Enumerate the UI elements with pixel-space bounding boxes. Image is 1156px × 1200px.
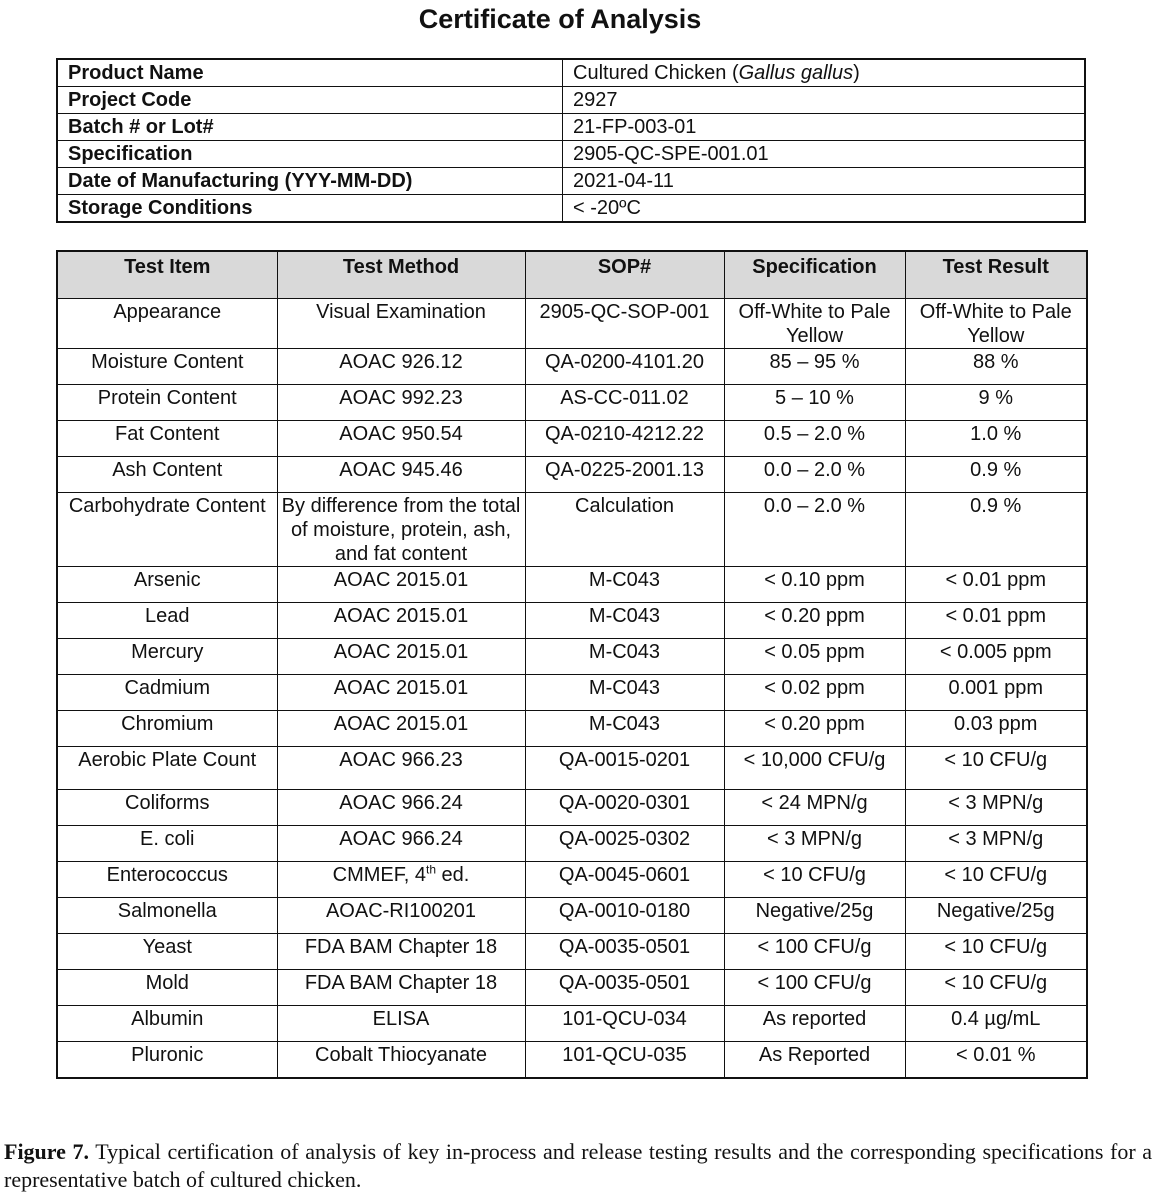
cell-test-item: Ash Content [57,457,277,493]
table-row [57,1006,1087,1042]
info-label: Batch # or Lot# [57,114,563,141]
cell-specification: < 0.02 ppm [724,675,905,711]
table-row [57,790,1087,826]
cell-test-item: Chromium [57,711,277,747]
cell-test-result: 1.0 % [905,421,1087,457]
header-specification: Specification [724,251,905,299]
cell-sop: 2905-QC-SOP-001 [525,299,724,349]
info-label: Specification [57,141,563,168]
cell-specification: 5 – 10 % [724,385,905,421]
info-value-suffix: ) [853,62,860,84]
info-label: Project Code [57,87,563,114]
cell-test-item: Pluronic [57,1042,277,1079]
cell-sop: M-C043 [525,639,724,675]
cell-test-result: 0.9 % [905,493,1087,567]
cell-specification: < 10,000 CFU/g [724,747,905,790]
method-suffix: ed. [436,864,470,886]
cell-test-method: AOAC 2015.01 [277,603,525,639]
table-row [57,457,1087,493]
cell-test-result: < 0.01 % [905,1042,1087,1079]
cell-specification: < 24 MPN/g [724,790,905,826]
cell-test-method: AOAC 2015.01 [277,711,525,747]
info-row [57,114,1085,141]
cell-test-item: Salmonella [57,898,277,934]
cell-sop: QA-0010-0180 [525,898,724,934]
info-value-species: Gallus gallus [738,62,854,84]
cell-specification: Negative/25g [724,898,905,934]
cell-test-method: Visual Examination [277,299,525,349]
cell-specification: < 0.20 ppm [724,603,905,639]
cell-specification: < 0.10 ppm [724,567,905,603]
cell-sop: QA-0200-4101.20 [525,349,724,385]
table-row [57,826,1087,862]
cell-specification: As reported [724,1006,905,1042]
cell-test-method: AOAC-RI100201 [277,898,525,934]
test-results-table [56,250,1088,1079]
product-info-table [56,58,1086,223]
table-row [57,421,1087,457]
cell-test-method: AOAC 950.54 [277,421,525,457]
cell-test-method [277,862,525,898]
caption-text: Typical certification of analysis of key in-process and release testing results and the corresponding specifications for a representative batch of cultured chicken. [4,1139,1152,1192]
cell-test-result: Negative/25g [905,898,1087,934]
cell-specification: 85 – 95 % [724,349,905,385]
cell-specification: 0.0 – 2.0 % [724,493,905,567]
figure-caption [4,1138,1152,1194]
cell-sop: Calculation [525,493,724,567]
table-header-row [57,251,1087,299]
cell-test-method: AOAC 2015.01 [277,567,525,603]
cell-test-method: AOAC 926.12 [277,349,525,385]
cell-sop: QA-0035-0501 [525,970,724,1006]
cell-sop: QA-0035-0501 [525,934,724,970]
header-sop: SOP# [525,251,724,299]
info-row [57,141,1085,168]
cell-test-result: 0.001 ppm [905,675,1087,711]
cell-test-result: < 10 CFU/g [905,934,1087,970]
cell-sop: M-C043 [525,675,724,711]
table-row [57,493,1087,567]
cell-sop: QA-0025-0302 [525,826,724,862]
info-value: 21-FP-003-01 [563,114,1086,141]
cell-test-item: Enterococcus [57,862,277,898]
info-label: Date of Manufacturing (YYY-MM-DD) [57,168,563,195]
cell-sop: 101-QCU-034 [525,1006,724,1042]
cell-sop: AS-CC-011.02 [525,385,724,421]
info-value: 2021-04-11 [563,168,1086,195]
cell-test-result: < 0.005 ppm [905,639,1087,675]
header-test-item: Test Item [57,251,277,299]
cell-specification: < 100 CFU/g [724,934,905,970]
cell-specification: 0.0 – 2.0 % [724,457,905,493]
cell-test-method: FDA BAM Chapter 18 [277,970,525,1006]
table-row [57,898,1087,934]
table-row [57,862,1087,898]
cell-test-result: < 10 CFU/g [905,862,1087,898]
cell-test-item: Cadmium [57,675,277,711]
cell-test-item: Protein Content [57,385,277,421]
info-row [57,168,1085,195]
cell-specification: < 3 MPN/g [724,826,905,862]
info-value-text: Cultured Chicken ( [573,62,739,84]
info-value: 2905-QC-SPE-001.01 [563,141,1086,168]
method-text: CMMEF, 4 [332,864,426,886]
table-row [57,747,1087,790]
table-row [57,385,1087,421]
cell-test-result: 0.03 ppm [905,711,1087,747]
cell-test-item: Moisture Content [57,349,277,385]
cell-test-result: 0.9 % [905,457,1087,493]
cell-specification: As Reported [724,1042,905,1079]
cell-sop: QA-0210-4212.22 [525,421,724,457]
cell-sop: M-C043 [525,711,724,747]
cell-test-item: Aerobic Plate Count [57,747,277,790]
cell-test-method: AOAC 992.23 [277,385,525,421]
cell-test-method: ELISA [277,1006,525,1042]
cell-test-method: AOAC 945.46 [277,457,525,493]
info-row [57,87,1085,114]
table-row [57,934,1087,970]
table-row [57,711,1087,747]
cell-test-item: Mercury [57,639,277,675]
cell-test-item: E. coli [57,826,277,862]
cell-test-result: Off-White to Pale Yellow [905,299,1087,349]
cell-test-result: < 10 CFU/g [905,970,1087,1006]
cell-sop: QA-0015-0201 [525,747,724,790]
header-test-result: Test Result [905,251,1087,299]
cell-test-item: Lead [57,603,277,639]
cell-test-item: Carbohydrate Content [57,493,277,567]
table-row [57,603,1087,639]
table-row [57,970,1087,1006]
document-title: Certificate of Analysis [418,4,702,34]
cell-sop: 101-QCU-035 [525,1042,724,1079]
cell-test-result: 88 % [905,349,1087,385]
table-row [57,567,1087,603]
info-label: Product Name [57,59,563,87]
cell-test-method: FDA BAM Chapter 18 [277,934,525,970]
cell-specification: Off-White to Pale Yellow [724,299,905,349]
cell-test-method: AOAC 2015.01 [277,639,525,675]
cell-test-item: Yeast [57,934,277,970]
table-row [57,299,1087,349]
cell-test-result: 0.4 µg/mL [905,1006,1087,1042]
info-value: < -20ºC [563,195,1086,223]
table-row [57,675,1087,711]
cell-test-method: AOAC 966.24 [277,790,525,826]
cell-specification: < 0.20 ppm [724,711,905,747]
cell-test-item: Mold [57,970,277,1006]
cell-test-result: < 10 CFU/g [905,747,1087,790]
cell-sop: QA-0045-0601 [525,862,724,898]
info-row [57,195,1085,223]
cell-sop: M-C043 [525,603,724,639]
cell-test-method: By difference from the total of moisture, protein, ash, and fat content [277,493,525,567]
table-row [57,1042,1087,1079]
caption-label: Figure 7. [4,1139,90,1164]
info-value [563,59,1086,87]
cell-specification: < 100 CFU/g [724,970,905,1006]
cell-specification: < 0.05 ppm [724,639,905,675]
cell-test-result: < 3 MPN/g [905,826,1087,862]
cell-test-result: 9 % [905,385,1087,421]
method-superscript: th [425,862,436,877]
info-value: 2927 [563,87,1086,114]
cell-specification: 0.5 – 2.0 % [724,421,905,457]
cell-test-method: Cobalt Thiocyanate [277,1042,525,1079]
cell-test-item: Arsenic [57,567,277,603]
cell-test-item: Coliforms [57,790,277,826]
info-label: Storage Conditions [57,195,563,223]
cell-test-result: < 0.01 ppm [905,603,1087,639]
cell-test-method: AOAC 2015.01 [277,675,525,711]
cell-specification: < 10 CFU/g [724,862,905,898]
cell-sop: QA-0020-0301 [525,790,724,826]
info-row [57,59,1085,87]
cell-test-result: < 3 MPN/g [905,790,1087,826]
cell-sop: M-C043 [525,567,724,603]
table-row [57,639,1087,675]
cell-test-item: Appearance [57,299,277,349]
cell-test-method: AOAC 966.24 [277,826,525,862]
cell-test-item: Fat Content [57,421,277,457]
cell-test-result: < 0.01 ppm [905,567,1087,603]
cell-sop: QA-0225-2001.13 [525,457,724,493]
header-test-method: Test Method [277,251,525,299]
cell-test-method: AOAC 966.23 [277,747,525,790]
table-row [57,349,1087,385]
cell-test-item: Albumin [57,1006,277,1042]
